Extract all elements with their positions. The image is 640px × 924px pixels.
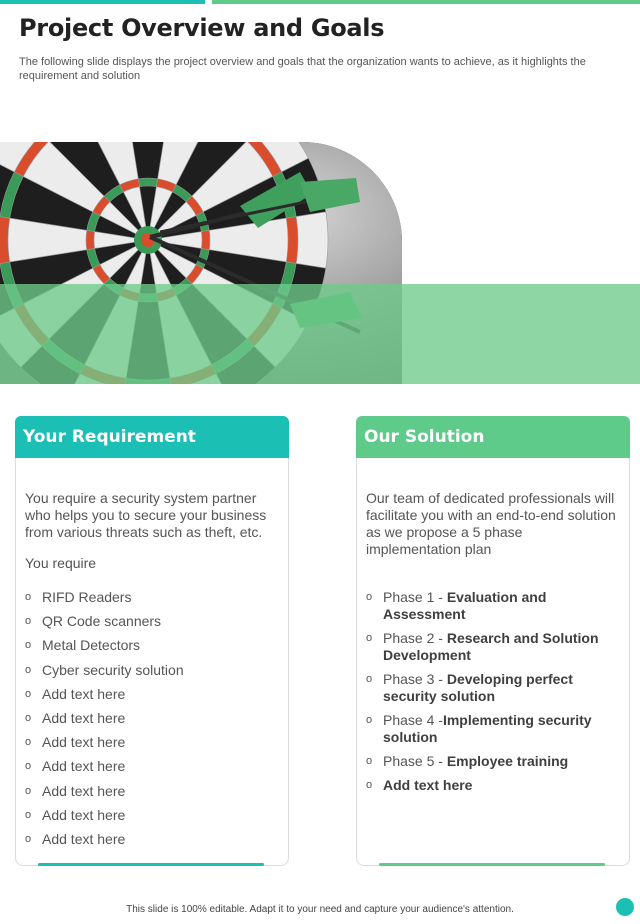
requirement-item [25,783,280,807]
requirement-item [25,710,280,734]
solution-card [356,416,630,866]
requirement-item-label: Cyber security solution [42,661,184,678]
bullet-icon: o [25,663,32,676]
bullet-icon: o [366,714,373,726]
requirement-item [25,831,280,855]
bullet-icon: o [366,755,373,767]
bullet-icon: o [366,779,373,791]
requirement-item [25,637,280,661]
requirement-item-label: Add text here [42,806,126,823]
requirement-item [25,662,280,686]
bullet-icon: o [25,808,32,821]
phase-item [366,777,621,794]
requirement-item [25,734,280,758]
solution-card-title: Our Solution [356,416,630,458]
bullet-icon: o [25,760,32,773]
bullet-icon: o [25,711,32,724]
phase-label: Phase 1 - [383,589,447,605]
requirement-card [15,416,289,866]
requirement-paragraph: You require a security system partner who helps you to secure your business from various threats such as theft, etc. [25,490,267,540]
requirement-lead: You require [25,555,97,571]
solution-paragraph: Our team of dedicated professionals will facilitate you with an end-to-end solution as we propose a 5 phase implementation plan [366,490,616,557]
requirement-item-label: QR Code scanners [42,613,162,630]
requirement-item [25,758,280,782]
bullet-icon: o [25,832,32,845]
phase-description: Research and Solution Development [383,630,599,663]
requirement-item [25,589,280,613]
phase-description: Implementing security solution [383,712,592,745]
bullet-icon: o [25,687,32,700]
requirement-item-label: Add text here [42,709,126,726]
bullet-icon: o [25,736,32,749]
phase-item [366,712,621,746]
requirement-item-label: Add text here [42,758,126,775]
page-title: Project Overview and Goals [19,14,385,42]
requirement-item-label: Metal Detectors [42,637,141,654]
bullet-icon: o [25,591,32,603]
phase-description: Developing perfect security solution [383,671,573,704]
requirement-card-accent [38,863,264,866]
phase-item [366,671,621,705]
phase-item [366,753,621,770]
bullet-icon: o [25,784,32,797]
requirement-item [25,613,280,637]
phase-item [366,630,621,664]
requirement-item [25,807,280,831]
bullet-icon: o [25,615,32,628]
requirement-card-title: Your Requirement [15,416,289,458]
bullet-icon: o [25,639,32,652]
phase-label: Phase 4 - [383,712,443,728]
solution-phase-list [366,589,621,801]
hero-green-band [0,284,640,384]
requirement-item-label: Add text here [42,734,126,751]
phase-description: Add text here [383,777,473,793]
phase-item [366,589,621,623]
requirement-list [25,589,280,855]
footer-dot-icon [616,898,634,916]
top-accent-green [212,0,640,4]
page-subtitle: The following slide displays the project overview and goals that the organization wants to achieve, as it highlights the requirement and solution [19,56,586,82]
bullet-icon: o [366,632,373,644]
phase-label: Phase 2 - [383,630,447,646]
top-accent-teal [0,0,205,4]
requirement-item [25,686,280,710]
phase-description: Employee training [446,753,569,769]
footer-note: This slide is 100% editable. Adapt it to your need and capture your audience's attention. [126,904,514,915]
phase-label: Phase 3 - [383,671,447,687]
phase-description: Evaluation and Assessment [383,589,547,622]
bullet-icon: o [366,591,373,603]
requirement-item-label: Add text here [42,782,126,799]
phase-label: Phase 5 - [383,753,447,769]
requirement-item-label: RIFD Readers [42,589,132,605]
requirement-item-label: Add text here [42,830,126,847]
requirement-item-label: Add text here [42,685,126,702]
solution-card-accent [379,863,605,866]
bullet-icon: o [366,673,373,685]
